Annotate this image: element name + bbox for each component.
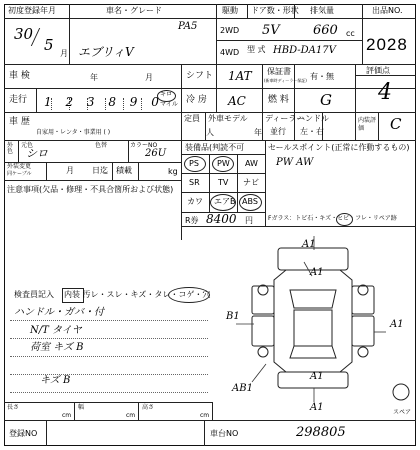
- rule: [128, 140, 129, 162]
- spare-label: スペア: [393, 409, 412, 416]
- ac-label: 冷 房: [186, 95, 207, 105]
- rule: [362, 4, 363, 64]
- rule: [18, 140, 19, 162]
- change-day-label: 日迄: [92, 166, 108, 175]
- outer-change-sub: 同ケーブル: [7, 171, 32, 177]
- fuel-label: 燃 料: [268, 95, 289, 105]
- reg-no-label: 登録NO: [9, 429, 38, 438]
- model-code-label: 型 式: [247, 45, 266, 54]
- chassis-label: 車台NO: [210, 429, 239, 438]
- rule: [216, 64, 217, 112]
- rule: [138, 162, 139, 180]
- month-unit: 月: [60, 49, 68, 58]
- stock-number: 2028: [366, 35, 408, 54]
- rule: [74, 402, 75, 420]
- shift-label: シフト: [186, 71, 214, 81]
- rule: [181, 112, 182, 140]
- inspector-title: 検査員記入: [14, 290, 54, 299]
- note-lines: [10, 320, 208, 396]
- first-reg-label: 初度登録年月: [8, 6, 56, 15]
- km-circle: [157, 90, 176, 102]
- koge-circle: [168, 287, 210, 303]
- warranty-value: 有・無: [310, 72, 334, 81]
- spare-tire-icon: [393, 384, 409, 400]
- left-front-door: [252, 286, 274, 314]
- load-unit: kg: [168, 167, 178, 176]
- rule: [262, 112, 263, 140]
- airbag-circle: [210, 194, 236, 211]
- sales-point-title: セールスポイント(正常に作動するもの): [268, 143, 410, 152]
- right-front-door: [352, 286, 374, 314]
- rule: [181, 226, 416, 227]
- r-ticket-unit: 円: [245, 216, 253, 225]
- score-value: 4: [378, 80, 392, 105]
- dealer-label: ディーラー: [265, 114, 305, 123]
- drive-4wd: 4WD: [220, 48, 240, 57]
- equip-aw: AW: [245, 159, 258, 168]
- length-unit: cm: [62, 412, 72, 419]
- model-name-value: エブリィV: [78, 45, 134, 59]
- change-month-label: 月: [66, 166, 74, 175]
- inspector-options: 内装 汚レ・スレ・キズ・タレ・コゲ・穴: [64, 290, 211, 299]
- doors-value: 5V: [262, 23, 280, 38]
- damage-mark-bonnet: A1: [310, 267, 324, 278]
- notes-title: 注意事項(欠品・修理・不具合箇所および状態): [7, 185, 174, 194]
- history-options: 自家用・レンタ・事業用 ( ): [36, 129, 111, 136]
- color-no-value: 26U: [145, 148, 167, 159]
- inspection-label: 車 検: [9, 71, 30, 81]
- rule: [138, 402, 139, 420]
- roof-outline: [294, 310, 332, 346]
- right-rear-door: [352, 316, 374, 346]
- r-ticket-label: R券: [185, 216, 199, 225]
- rule: [294, 64, 295, 112]
- rule: [181, 64, 182, 112]
- displacement-value: 660: [313, 23, 338, 38]
- dealer-value: 並行: [270, 127, 286, 136]
- equipment-title: 装備品(判読不可: [185, 143, 245, 152]
- mileage-value: 1 2 3 8 9 0: [44, 95, 164, 109]
- height-label: 高さ: [142, 404, 155, 411]
- rule: [265, 212, 266, 226]
- rule: [69, 4, 70, 64]
- ps-circle: [184, 156, 206, 172]
- r-ticket-value: 8400: [206, 212, 237, 226]
- displacement-label: 排気量: [310, 6, 334, 15]
- rule: [216, 4, 217, 64]
- exterior-label: 外色: [7, 142, 14, 155]
- rule: [204, 420, 205, 446]
- damage-mark-right: A1: [390, 319, 404, 330]
- rear-window-outline: [290, 346, 336, 358]
- original-label: 元色: [21, 142, 34, 149]
- first-reg-year: 30: [14, 25, 34, 43]
- rule: [4, 140, 416, 141]
- damage-mark-rear-left: AB1: [232, 383, 253, 394]
- import-unit: 年: [254, 128, 262, 137]
- interior-value: C: [390, 115, 402, 133]
- chassis-value: 298805: [296, 425, 346, 440]
- capacity-label: 定員: [184, 114, 200, 123]
- equip-ps: PS: [189, 159, 199, 168]
- fuel-value: G: [320, 91, 332, 109]
- grade-value: PA5: [178, 21, 198, 32]
- shift-value: 1AT: [228, 69, 252, 83]
- f-glass-label: Fガラス：トビ石・キズ・ヒビ・フレ・リペア跡: [268, 215, 397, 222]
- rule: [4, 420, 416, 421]
- width-label: 幅: [78, 404, 85, 411]
- left-rear-door: [252, 316, 274, 346]
- model-grade-label: 車名・グレード: [106, 6, 162, 15]
- handle-label: ハンドル: [297, 114, 329, 123]
- drive-2wd: 2WD: [220, 26, 240, 35]
- mile-unit: マイル: [160, 101, 178, 108]
- height-unit: cm: [200, 412, 210, 419]
- mileage-label: 走行: [9, 95, 28, 105]
- rule: [247, 4, 248, 18]
- width-unit: cm: [126, 412, 136, 419]
- km-unit: キロ: [160, 91, 173, 98]
- stock-label: 出品NO.: [372, 6, 403, 15]
- windshield-outline: [290, 290, 336, 308]
- equip-abs: ABS: [242, 197, 258, 206]
- length-label: 長さ: [7, 404, 20, 411]
- outer-change-label: 外装変更: [7, 163, 32, 170]
- rule: [4, 402, 212, 403]
- change-label: 色替: [95, 142, 108, 149]
- door-shape-label: ドア数・形状: [251, 6, 299, 15]
- exterior-value: シロ: [26, 147, 48, 160]
- sales-point-value: PW AW: [276, 157, 314, 168]
- interior-label: 内装評価: [358, 117, 377, 132]
- handle-value: 左・右: [300, 127, 324, 136]
- equipment-grid: [181, 154, 265, 212]
- equip-pw: PW: [217, 159, 230, 168]
- inspection-month-unit: 月: [145, 73, 153, 82]
- import-label: 外車モデル: [208, 114, 248, 123]
- equip-airbag: エアB: [214, 197, 236, 206]
- inspector-line-1: ハンドル・ガバ・付: [14, 307, 104, 318]
- first-reg-month: 5: [44, 36, 54, 54]
- equip-navi: ナビ: [243, 178, 259, 187]
- equip-tv: TV: [218, 178, 229, 187]
- inspection-year-unit: 年: [90, 73, 98, 82]
- score-label: 評価点: [366, 66, 390, 75]
- rule: [262, 64, 263, 112]
- model-code-value: HBD-DA17V: [273, 45, 336, 56]
- rule: [46, 420, 47, 446]
- rule: [4, 180, 182, 181]
- history-label: 車 歴: [9, 117, 30, 127]
- rule: [212, 402, 213, 420]
- inspector-line-3: 荷室 キズ B: [30, 342, 84, 353]
- rule: [46, 162, 47, 180]
- color-no-label: カラーNO: [130, 142, 158, 149]
- equip-leather: カワ: [187, 197, 203, 206]
- drive-label: 駆動: [222, 6, 238, 15]
- damage-mark-front: A1: [302, 239, 316, 250]
- rule: [216, 40, 362, 41]
- damage-mark-left: B1: [226, 311, 240, 322]
- hibi-circle: [336, 213, 353, 226]
- inspector-line-2: N/T タイヤ: [30, 325, 82, 336]
- capacity-unit: 人: [206, 128, 214, 137]
- body-outline: [274, 267, 352, 372]
- equip-sr: SR: [189, 178, 200, 187]
- ac-value: AC: [228, 94, 246, 108]
- damage-mark-rear-bumper: A1: [310, 402, 324, 413]
- rule: [355, 75, 416, 76]
- rule: [112, 162, 113, 180]
- rule: [4, 18, 416, 19]
- abs-circle: [239, 194, 262, 211]
- cc-unit: cc: [346, 29, 355, 38]
- inspector-line-4: キズ B: [40, 375, 71, 386]
- pw-circle: [212, 156, 234, 172]
- warranty-label: 保証書: [267, 67, 291, 76]
- rule: [378, 112, 379, 140]
- warranty-sub: (新車時ディーラー保証): [264, 78, 307, 83]
- damage-mark-rear: A1: [310, 371, 324, 382]
- load-label: 積載: [116, 166, 132, 175]
